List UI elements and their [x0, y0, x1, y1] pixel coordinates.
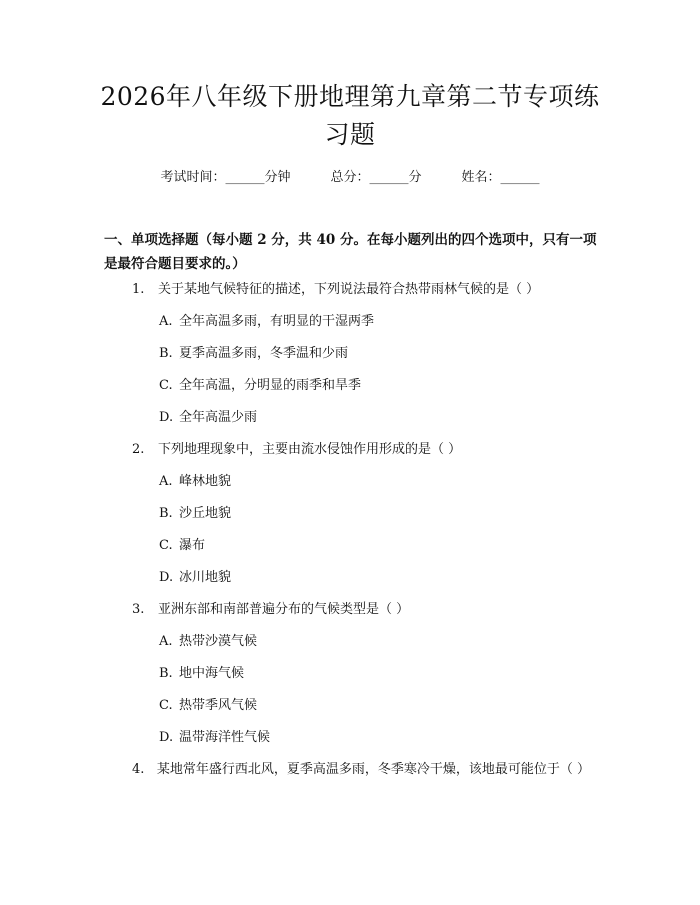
total-score-unit: 分	[408, 170, 422, 185]
option-label: B.	[159, 506, 173, 521]
total-score-blank: ______	[369, 170, 409, 185]
option-text: 瀑布	[179, 538, 206, 553]
option-label: D.	[159, 730, 174, 745]
option-text: 冰川地貌	[179, 570, 232, 585]
option-text: 地中海气候	[179, 666, 245, 681]
question-text: 下列地理现象中，主要由流水侵蚀作用形成的是（ ）	[158, 442, 462, 457]
question-3-option-d	[159, 728, 599, 748]
exam-time-label: 考试时间：	[160, 170, 226, 185]
option-label: A.	[159, 634, 173, 649]
question-number: 2.	[132, 442, 145, 457]
option-text: 全年高温，分明显的雨季和旱季	[179, 378, 362, 393]
option-text: 夏季高温多雨，冬季温和少雨	[179, 346, 349, 361]
question-3-option-b	[159, 664, 599, 684]
question-3	[132, 599, 602, 621]
option-label: A.	[159, 474, 173, 489]
option-label: B.	[159, 346, 173, 361]
option-label: D.	[159, 570, 174, 585]
question-4	[104, 759, 604, 781]
question-2-option-a	[159, 472, 599, 492]
option-label: B.	[159, 666, 173, 681]
question-1-option-b	[159, 344, 599, 364]
option-label: D.	[159, 410, 174, 425]
question-2-option-b	[159, 504, 599, 524]
option-label: A.	[159, 314, 173, 329]
option-text: 热带沙漠气候	[179, 634, 258, 649]
option-text: 温带海洋性气候	[179, 730, 271, 745]
question-2-option-d	[159, 568, 599, 588]
question-3-option-a	[159, 632, 599, 652]
option-text: 峰林地貌	[179, 474, 232, 489]
question-1	[132, 279, 602, 301]
question-text: 关于某地气候特征的描述，下列说法最符合热带雨林气候的是（ ）	[158, 282, 540, 297]
option-text: 沙丘地貌	[179, 506, 232, 521]
question-number: 3.	[132, 602, 145, 617]
question-number: 4.	[132, 762, 145, 777]
section-heading: 一、单项选择题（每小题 2 分，共 40 分。在每小题列出的四个选项中，只有一项是最符合题目要求的。）	[104, 232, 597, 272]
question-1-option-a	[159, 312, 599, 332]
question-2	[132, 439, 602, 461]
question-text: 亚洲东部和南部普遍分布的气候类型是（ ）	[158, 602, 410, 617]
student-name-blank: ______	[500, 170, 540, 185]
question-2-option-c	[159, 536, 599, 556]
exam-time-unit: 分钟	[264, 170, 291, 185]
exam-info-line	[0, 168, 700, 188]
student-name-label: 姓名：	[461, 170, 501, 185]
option-label: C.	[159, 698, 173, 713]
option-label: C.	[159, 378, 173, 393]
document-title: 2026年八年级下册地理第九章第二节专项练习题	[100, 82, 600, 149]
exam-time-blank: ______	[225, 170, 265, 185]
spacer	[144, 762, 156, 777]
question-number: 1.	[132, 282, 145, 297]
total-score-label: 总分：	[330, 170, 370, 185]
option-label: C.	[159, 538, 173, 553]
option-text: 热带季风气候	[179, 698, 258, 713]
question-1-option-d	[159, 408, 599, 428]
option-text: 全年高温多雨，有明显的干湿两季	[179, 314, 375, 329]
question-1-option-c	[159, 376, 599, 396]
question-text: 某地常年盛行西北风，夏季高温多雨，冬季寒冷干燥，该地最可能位于（ ）	[156, 762, 590, 777]
question-3-option-c	[159, 696, 599, 716]
option-text: 全年高温少雨	[179, 410, 258, 425]
